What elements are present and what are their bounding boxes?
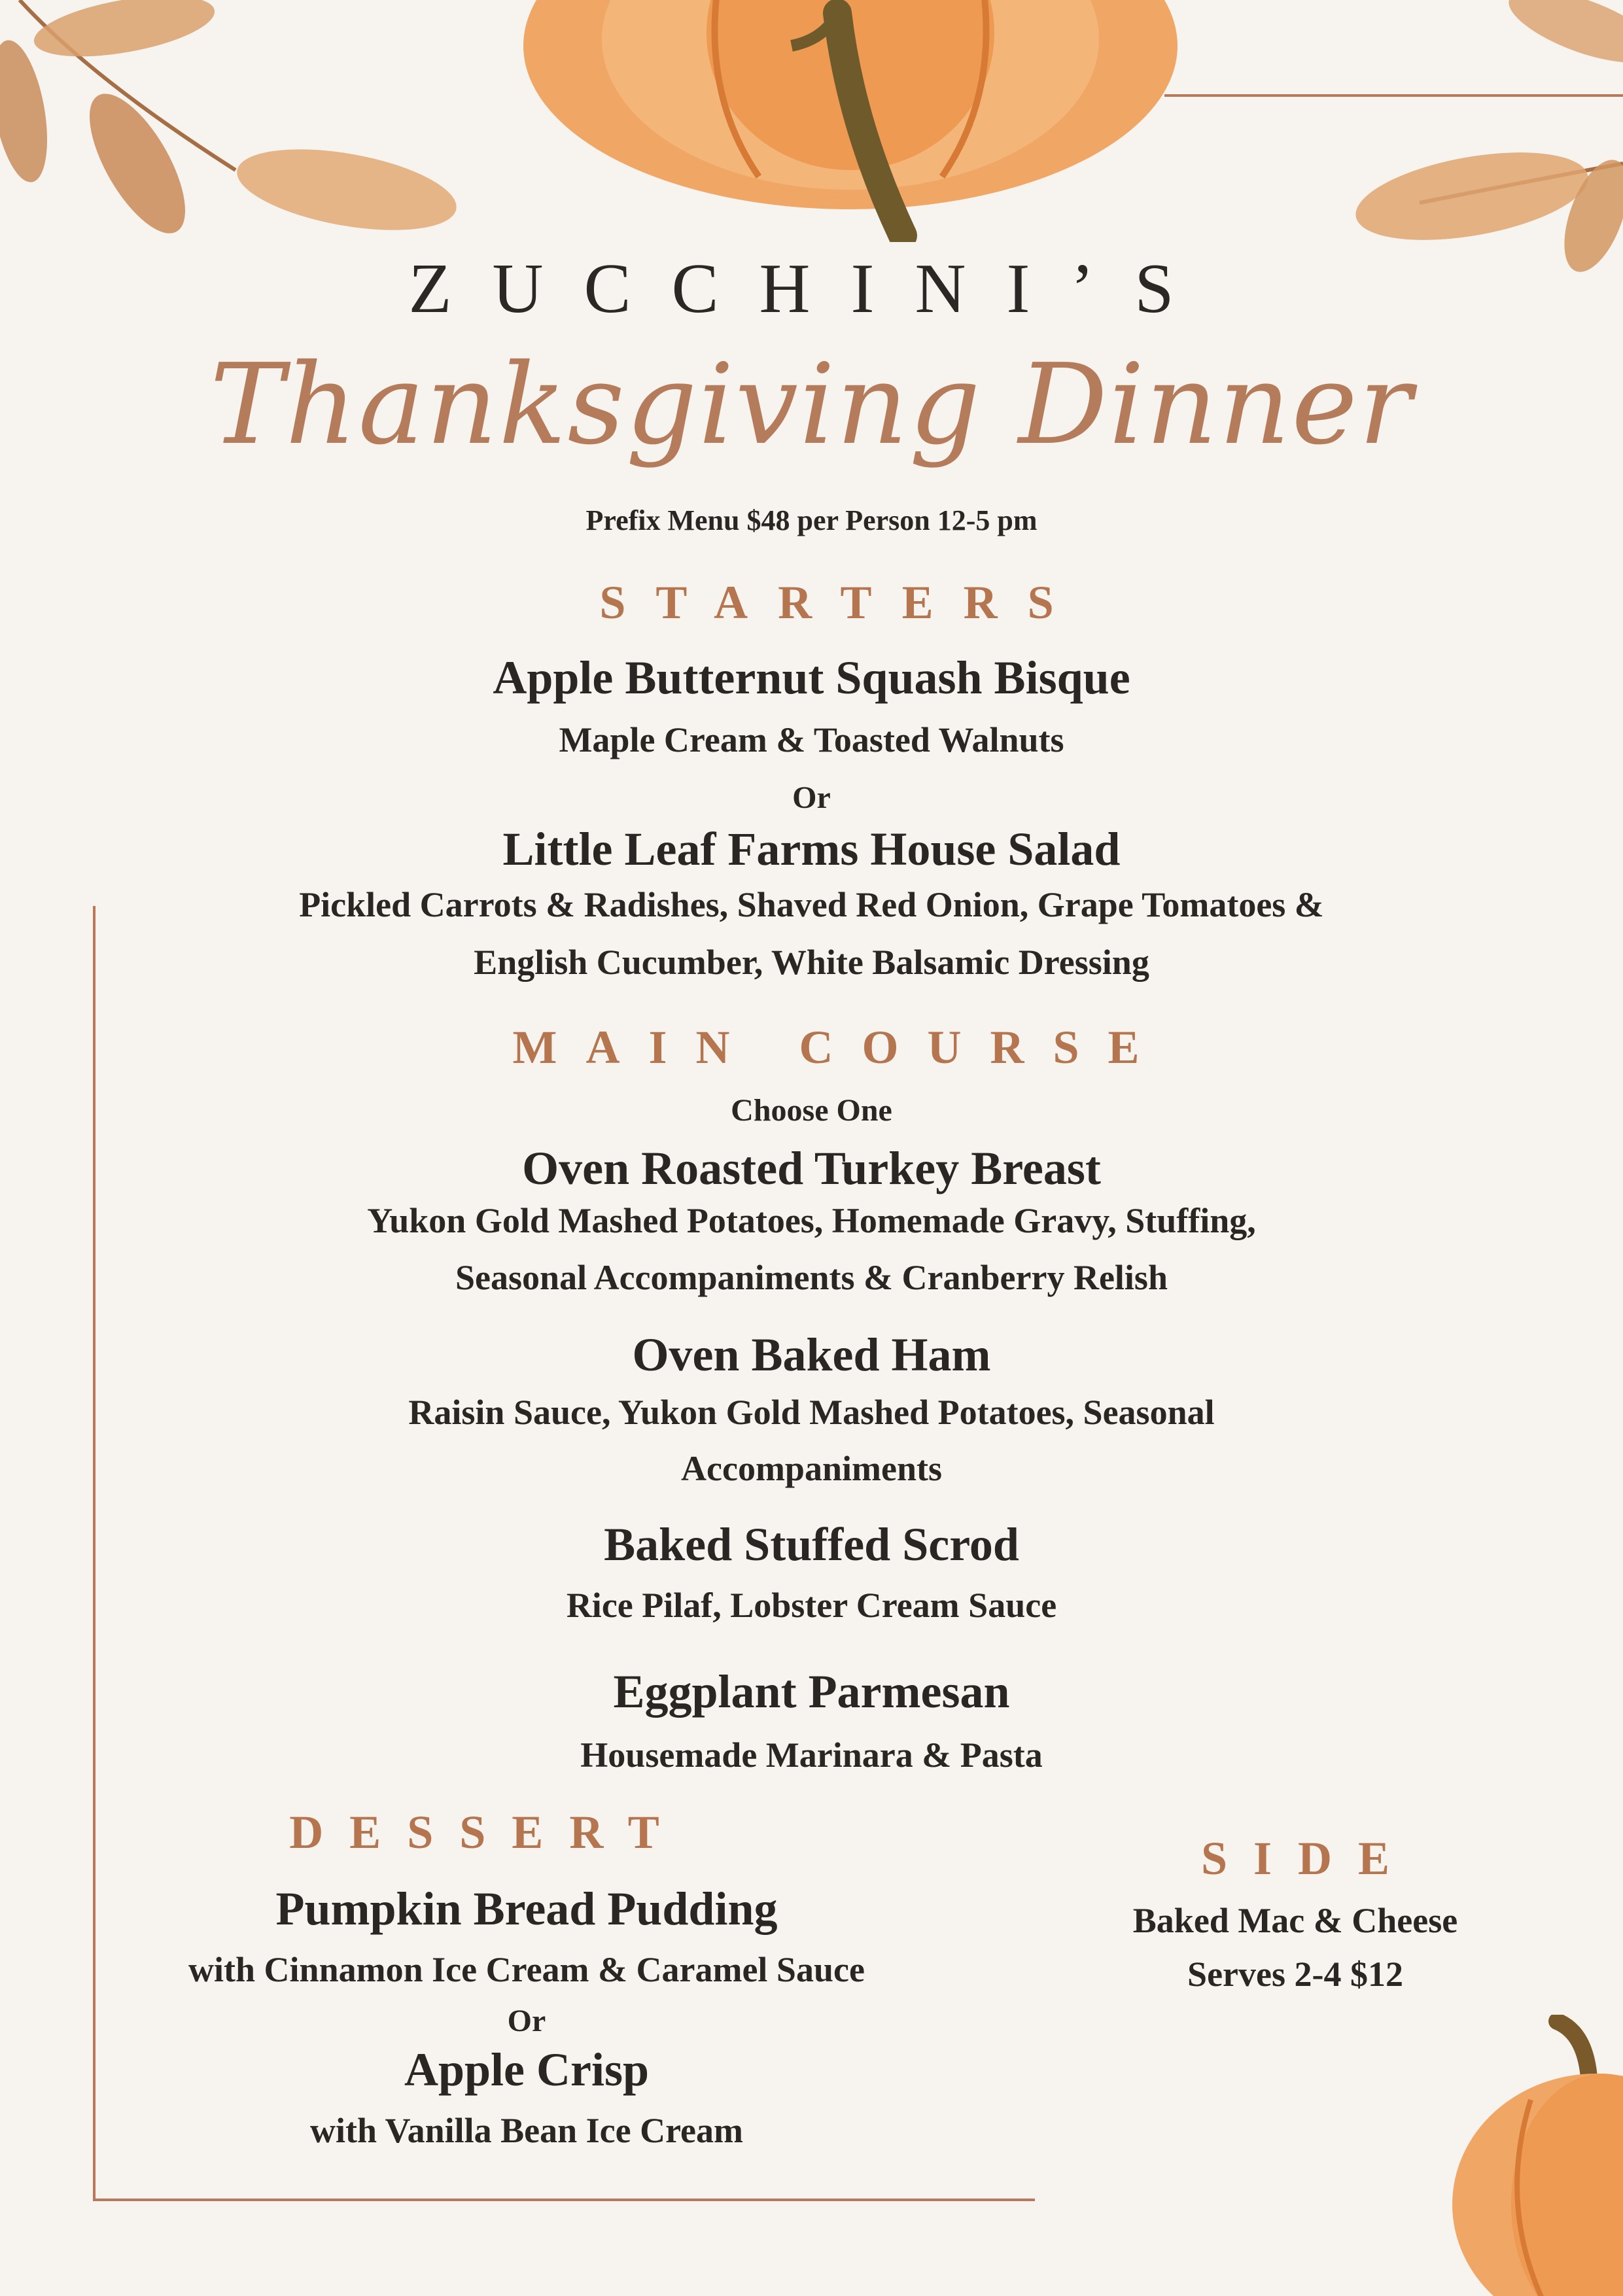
side-heading: SIDE [1200,1832,1416,1885]
starter-salad-desc-2: English Cucumber, White Balsamic Dressing [474,943,1149,982]
main-scrod-name: Baked Stuffed Scrod [604,1518,1019,1571]
main-ham-desc-1: Raisin Sauce, Yukon Gold Mashed Potatoes, Seasonal [408,1393,1215,1432]
dessert-or: Or [507,2004,546,2038]
dessert-pudding-name: Pumpkin Bread Pudding [275,1883,778,1935]
main-eggplant-name: Eggplant Parmesan [613,1665,1010,1718]
main-turkey-name: Oven Roasted Turkey Breast [522,1142,1101,1194]
starter-salad-name: Little Leaf Farms House Salad [502,823,1121,875]
dessert-pudding-desc: with Cinnamon Ice Cream & Caramel Sauce [188,1950,865,1989]
main-turkey-desc-1: Yukon Gold Mashed Potatoes, Homemade Gravy, Stuffing, [367,1201,1256,1240]
main-choose-one: Choose One [731,1093,892,1128]
side-section [1073,1832,1518,1994]
top-left-leaves-icon [0,0,471,275]
main-turkey-desc-2: Seasonal Accompaniments & Cranberry Relish [455,1258,1168,1297]
main-eggplant-desc: Housemade Marinara & Pasta [580,1735,1043,1775]
dessert-heading: DESSERT [289,1806,686,1858]
main-course-heading: MAIN COURSE [512,1021,1168,1073]
top-pumpkin-icon [484,0,1217,242]
frame-line-bottom [93,2199,1035,2201]
starters-heading: STARTERS [599,576,1084,629]
side-mac-cheese-name: Baked Mac & Cheese [1132,1901,1458,1940]
starters-or: Or [792,780,831,815]
main-ham-desc-2: Accompaniments [681,1449,942,1488]
main-ham-name: Oven Baked Ham [632,1329,991,1381]
menu-title: Thanksgiving Dinner [209,340,1414,470]
dessert-crisp-name: Apple Crisp [404,2044,650,2096]
frame-line-top-right [1164,94,1623,97]
dessert-section [105,1805,949,2151]
top-right-leaves-icon [1321,0,1623,275]
side-mac-cheese-desc: Serves 2-4 $12 [1187,1955,1403,1994]
starter-salad-desc-1: Pickled Carrots & Radishes, Shaved Red Onion, Grape Tomatoes & [299,885,1324,924]
starter-bisque-desc: Maple Cream & Toasted Walnuts [559,720,1064,759]
restaurant-name: ZUCCHINI’S [408,250,1215,328]
dessert-crisp-desc: with Vanilla Bean Ice Cream [309,2111,744,2150]
starter-bisque-name: Apple Butternut Squash Bisque [493,652,1130,704]
main-scrod-desc: Rice Pilaf, Lobster Cream Sauce [566,1586,1057,1625]
prefix-menu-line: Prefix Menu $48 per Person 12-5 pm [585,504,1038,536]
bottom-right-pumpkin-icon [1426,2015,1623,2296]
